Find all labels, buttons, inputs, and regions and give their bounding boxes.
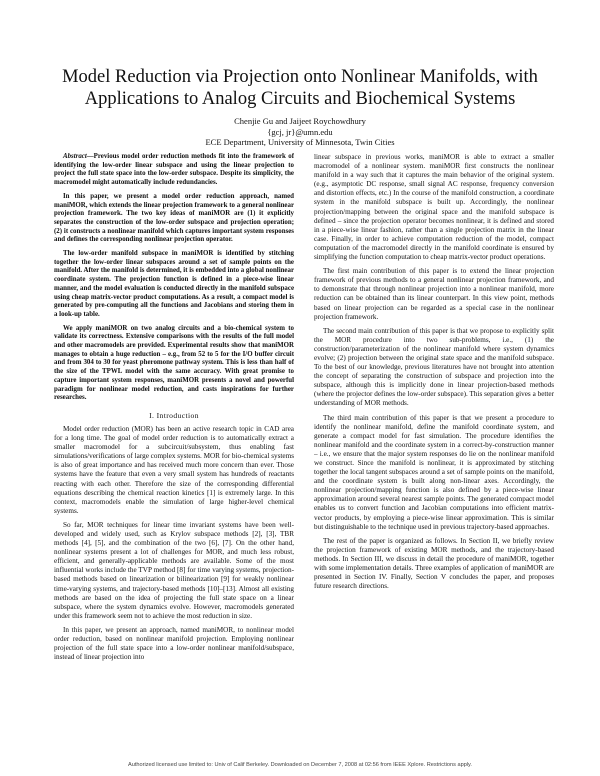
author-block [100, 116, 500, 148]
body-paragraph: So far, MOR techniques for linear time invariant systems have been well-developed and widely used, such as Krylov subspace methods [2], [3], TBR methods [4], [5], and the combination of the two [6], [7]. On the other hand, nonlinear systems present a lot of challenges for MOR, and much less robust, efficient, and generally-applicable methods are available. Some of the most influential works include the TVP method [8] for time varying systems, projection-based methods based on linearization or bilinearization [9] for weakly nonlinear time-varying systems, and trajectory-based methods [10]–[13]. Almost all existing methods are based on the idea of projecting the full state space on a linear subspace, where the system dynamics evolve. However, macromodels generated under this framework seem not to achieve the most reduction in size. [54, 520, 294, 620]
abstract-paragraph: The low-order manifold subspace in maniMOR is identified by stitching together the low-order linear subspaces around a set of sample points on the manifold. After the manifold is determined, it is embedded into a global nonlinear coordinate system. The projection function is defined in a piece-wise linear manner, and the model evaluation is conducted directly in the manifold subspace using cheap matrix-vector product computations. As a result, a compact model is generated by pre-computing all the functions and Jacobians and storing them in a look-up table. [54, 250, 294, 318]
body-paragraph: In this paper, we present an approach, named maniMOR, to nonlinear model order reduction, based on nonlinear manifold projection. Employing nonlinear projection of the full state space into a low-order nonlinear manifold/subspace, instead of linear projection into [54, 625, 294, 662]
license-footer: Authorized licensed use limited to: Univ of Calif Berkeley. Downloaded on December 7, 2008 at 02:56 from IEEE Xplore. Restrictions apply. [128, 762, 472, 768]
section-heading-introduction: I. Introduction [149, 410, 199, 420]
abstract-paragraph: We apply maniMOR on two analog circuits and a bio-chemical system to validate its correctness. Extensive comparisons with the results of the full model and other macromodels are provided. Experimental results show that maniMOR manages to obtain a huge reduction – e.g., from 52 to 5 for the I/O buffer circuit and from 304 to 30 for yeast pheromone pathway system. This is less than half of the size of the TPWL model with the same accuracy. With great promise to capture important system responses, maniMOR presents a novel and powerful paradigm for nonlinear model reduction, and casts inspirations for further researches. [54, 324, 294, 402]
paper-title: Model Reduction via Projection onto Nonlinear Manifolds, with Applications to Analog Circuits and Biochemical Systems [62, 67, 538, 109]
author-affiliation: ECE Department, University of Minnesota, Twin Cities [205, 137, 395, 147]
body-paragraph: The second main contribution of this paper is that we propose to explicitly split the MOR procedure into two sub-problems, i.e., (1) the construction/parameterization of the nonlinear manifold where system dynamics evolve; (2) projection between the original state space and the manifold subspace. To the best of our knowledge, previous literatures have not brought into attention the concept of separating the construction of subspace and projection into the subspace, although this is implicitly done in linear projection-based methods (where the projector defines the low-order subspace). This separation gives a better understanding of MOR methods. [314, 326, 554, 408]
body-paragraph: linear subspace in previous works, maniMOR is able to extract a smaller macromodel of a nonlinear system. maniMOR first constructs the nonlinear manifold in a way such that it captures the main behavior of the original system. (e.g., asymptotic DC response, small signal AC response, frequency conversion and distortion effects, etc.) In the course of the manifold construction, a coordinate system in the manifold subspace is built up. Accordingly, the nonlinear projection/mapping between the original space and the manifold subspace is defined – since the projection operator becomes nonlinear, it is defined and stored in a piece-wise linear fashion, rather than a single projection matrix in the linear case. Finally, in order to achieve computation reduction of the model, compact computation of the macromodel directly in the manifold coordinate is ensured by simplifying the function computation to cheap matrix-vector product operations. [314, 153, 554, 262]
body-paragraph: The third main contribution of this paper is that we present a procedure to identify the nonlinear manifold, define the manifold coordinate system, and generate a compact model for fast simulation. The procedure identifies the nonlinear manifold and the coordinate system in a correct-by-construction manner – i.e., we ensure that the major system responses do lie on the nonlinear manifold we construct. Since the manifold is nonlinear, it is approximated by stitching together the local tangent subspaces around a set of sample points on the manifold, and the coordinate system is built along non-linear axes. Accordingly, the nonlinear projection/mapping function is also defined by a piece-wise linear approximation around several nearest sample points. The generated compact model enables us to convert function and Jacobian computations into efficient matrix-vector products, by employing a piece-wise linear approximation. This is similar but distinguishable to the technique used in previous trajectory-based approaches. [314, 413, 554, 531]
author-names: Chenjie Gu and Jaijeet Roychowdhury [234, 116, 366, 126]
abstract-paragraph: In this paper, we present a model order reduction approach, named maniMOR, which extends the linear projection framework to a general nonlinear projection framework. The two key ideas of maniMOR are (1) it explicitly separates the construction of the low-order subspace and projection operation; (2) it constructs a nonlinear manifold which captures important system responses and defines the corresponding nonlinear projection operator. [54, 192, 294, 244]
abstract [54, 153, 294, 403]
right-column [314, 153, 554, 758]
body-paragraph: The rest of the paper is organized as follows. In Section II, we briefly review the projection framework of existing MOR methods, and the trajectory-based methods. In Section III, we discuss in detail the procedure of maniMOR, together with some implementation details. Three examples of application of maniMOR are presented in Section IV. Finally, Section V concludes the paper, and proposes future research directions. [314, 536, 554, 591]
body-columns [54, 153, 554, 758]
abstract-paragraph: Abstract—Previous model order reduction methods fit into the framework of identifying the low-order linear subspace and using the linear projection to project the full state space into the low-order subspace. Despite its simplicity, the macromodel might automatically include redundancies. [54, 153, 294, 187]
author-email: {gcj, jr}@umn.edu [267, 126, 333, 137]
body-paragraph: Model order reduction (MOR) has been an active research topic in CAD area for a long time. The goal of model order reduction is to automatically extract a smaller macromodel for a subcircuit/subsystem, thus enabling fast simulations/verifications of large complex systems. MOR for bio-chemical systems is also of great importance and has received much more concern than ever. Those systems have the feature that even a very small system has hundreds of reactants reacting with each other. Therefore the size of the corresponding differential equations describing the chemical reaction kinetics [1] is extremely large. In this context, macromodels enable the simulation of large higher-level chemical systems. [54, 424, 294, 515]
body-paragraph: The first main contribution of this paper is to extend the linear projection framework of previous methods to a general nonlinear projection framework, and to demonstrate that through nonlinear projection into a nonlinear manifold, more reduction can be obtained than its linear counterpart. In this view point, methods based on linear projection can be regarded as a special case in the nonlinear projection framework. [314, 267, 554, 321]
left-column [54, 153, 294, 758]
